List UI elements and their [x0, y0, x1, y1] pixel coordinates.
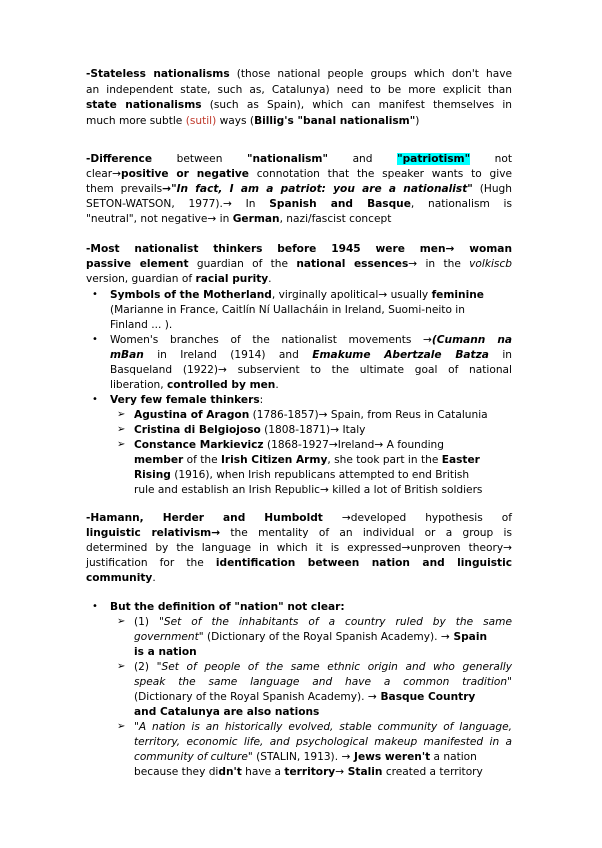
- text-line: Very few female thinkers:: [110, 394, 264, 406]
- arrow-icon: →: [162, 183, 172, 195]
- arrow-icon: →: [401, 542, 411, 554]
- arrow-icon: →: [222, 198, 232, 210]
- text-line: and Catalunya are also nations: [134, 706, 320, 718]
- arrow-icon: →: [328, 439, 338, 451]
- arrow-bullet-icon: ➢: [117, 439, 126, 450]
- text-line: determined by the language in which it is expressed→unproven theory→: [86, 542, 512, 554]
- text-line: (2) "Set of people of the same ethnic origin and who generally: [134, 661, 513, 673]
- text-line: SETON-WATSON, 1977).→ In Spanish and Basque, nationalism is: [86, 198, 513, 210]
- arrow-icon: →: [335, 766, 345, 778]
- arrow-icon: →: [319, 484, 329, 496]
- text-line: state nationalisms (such as Spain), which can manifest themselves in: [86, 99, 512, 111]
- text-line: Basqueland (1922)→ subservient to the ultimate goal of national: [110, 364, 512, 376]
- arrow-bullet-icon: ➢: [117, 409, 126, 420]
- text-line: -Most nationalist thinkers before 1945 were men→ woman: [86, 243, 512, 255]
- arrow-icon: →: [378, 289, 388, 301]
- arrow-icon: →: [445, 243, 455, 255]
- arrow-bullet-icon: ➢: [117, 721, 126, 732]
- arrow-icon: →: [207, 213, 217, 225]
- highlighted-term: "patriotism": [397, 153, 471, 165]
- bullet-icon: •: [92, 601, 98, 612]
- arrow-icon: →: [341, 512, 351, 524]
- text-line: rule and establish an Irish Republic→ killed a lot of British soldiers: [134, 484, 483, 496]
- bullet-icon: •: [92, 394, 98, 405]
- text-line: member of the Irish Citizen Army, she took part in the Easter: [134, 454, 480, 466]
- arrow-icon: →: [341, 751, 351, 763]
- text-line: is a nation: [134, 646, 197, 658]
- text-line: speak the same language and have a common tradition": [134, 676, 512, 688]
- text-line: -Difference between "nationalism" and "patriotism" not: [86, 153, 513, 165]
- text-line: passive element guardian of the national essences→ in the volkiscb: [86, 258, 512, 270]
- arrow-icon: →: [330, 424, 340, 436]
- arrow-icon: →: [408, 258, 418, 270]
- text-line: community.: [86, 572, 156, 584]
- text-line: (1) "Set of the inhabitants of a country ruled by the same: [134, 616, 512, 628]
- text-line: (Dictionary of the Royal Spanish Academy). → Basque Country: [134, 691, 476, 703]
- arrow-icon: →: [211, 527, 221, 539]
- text-line: -Stateless nationalisms (those national people groups which don't have: [86, 68, 513, 80]
- text-line: Agustina of Aragon (1786-1857)→ Spain, from Reus in Catalunia: [134, 409, 488, 421]
- text-line: "A nation is an historically evolved, stable community of language,: [134, 721, 512, 733]
- arrow-bullet-icon: ➢: [117, 616, 126, 627]
- text-line: territory, economic life, and psychological makeup manifested in a: [134, 736, 512, 748]
- text-line: -Hamann, Herder and Humboldt →developed hypothesis of: [86, 512, 512, 524]
- arrow-icon: →: [423, 334, 432, 346]
- text-line: liberation, controlled by men.: [110, 379, 279, 391]
- arrow-icon: →: [503, 542, 512, 554]
- text-line: justification for the identification between nation and linguistic: [86, 557, 512, 569]
- text-line: Symbols of the Motherland, virginally apolitical→ usually feminine: [110, 289, 484, 301]
- text-line: them prevails→"In fact, I am a patriot: you are a nationalist" (Hugh: [86, 183, 512, 195]
- text-line: "neutral", not negative→ in German, nazi/fascist concept: [86, 213, 392, 225]
- bullet-icon: •: [92, 289, 98, 300]
- text-line: government" (Dictionary of the Royal Spanish Academy). → Spain: [134, 631, 488, 643]
- text-line: clear→positive or negative connotation that the speaker wants to give: [86, 168, 512, 180]
- text-line: mBan in Ireland (1914) and Emakume Abertzale Batza in: [110, 349, 512, 361]
- text-line: (Marianne in France, Caitlín Ní Uallacháin in Ireland, Suomi-neito in: [110, 304, 465, 316]
- arrow-bullet-icon: ➢: [117, 661, 126, 672]
- text-line: But the definition of "nation" not clear:: [110, 601, 345, 613]
- arrow-bullet-icon: ➢: [117, 424, 126, 435]
- red-note: (sutil): [185, 115, 217, 127]
- arrow-icon: →: [112, 168, 122, 180]
- text-line: linguistic relativism→ the mentality of an individual or a group is: [86, 527, 512, 539]
- arrow-icon: →: [440, 631, 450, 643]
- text-line: Rising (1916), when Irish republicans attempted to end British: [134, 469, 470, 481]
- text-line: version, guardian of racial purity.: [86, 273, 272, 285]
- text-line: Finland ... ).: [110, 319, 173, 331]
- text-line: much more subtle (sutil) ways (Billig's "banal nationalism"): [86, 115, 420, 127]
- bullet-icon: •: [92, 334, 98, 345]
- arrow-icon: →: [318, 409, 328, 421]
- text-line: Cristina di Belgiojoso (1808-1871)→ Italy: [134, 424, 366, 436]
- text-line: an independent state, such as, Catalunya) need to be more explicit than: [86, 84, 512, 96]
- text-line: Constance Markievicz (1868-1927→Ireland→ A founding: [134, 439, 444, 451]
- text-line: community of culture" (STALIN, 1913). → Jews weren't a nation: [134, 751, 477, 763]
- text-line: Women's branches of the nationalist movements →(Cumann na: [110, 334, 513, 346]
- arrow-icon: →: [367, 691, 377, 703]
- arrow-icon: →: [374, 439, 384, 451]
- text-line: because they didn't have a territory→ Stalin created a territory: [134, 766, 483, 778]
